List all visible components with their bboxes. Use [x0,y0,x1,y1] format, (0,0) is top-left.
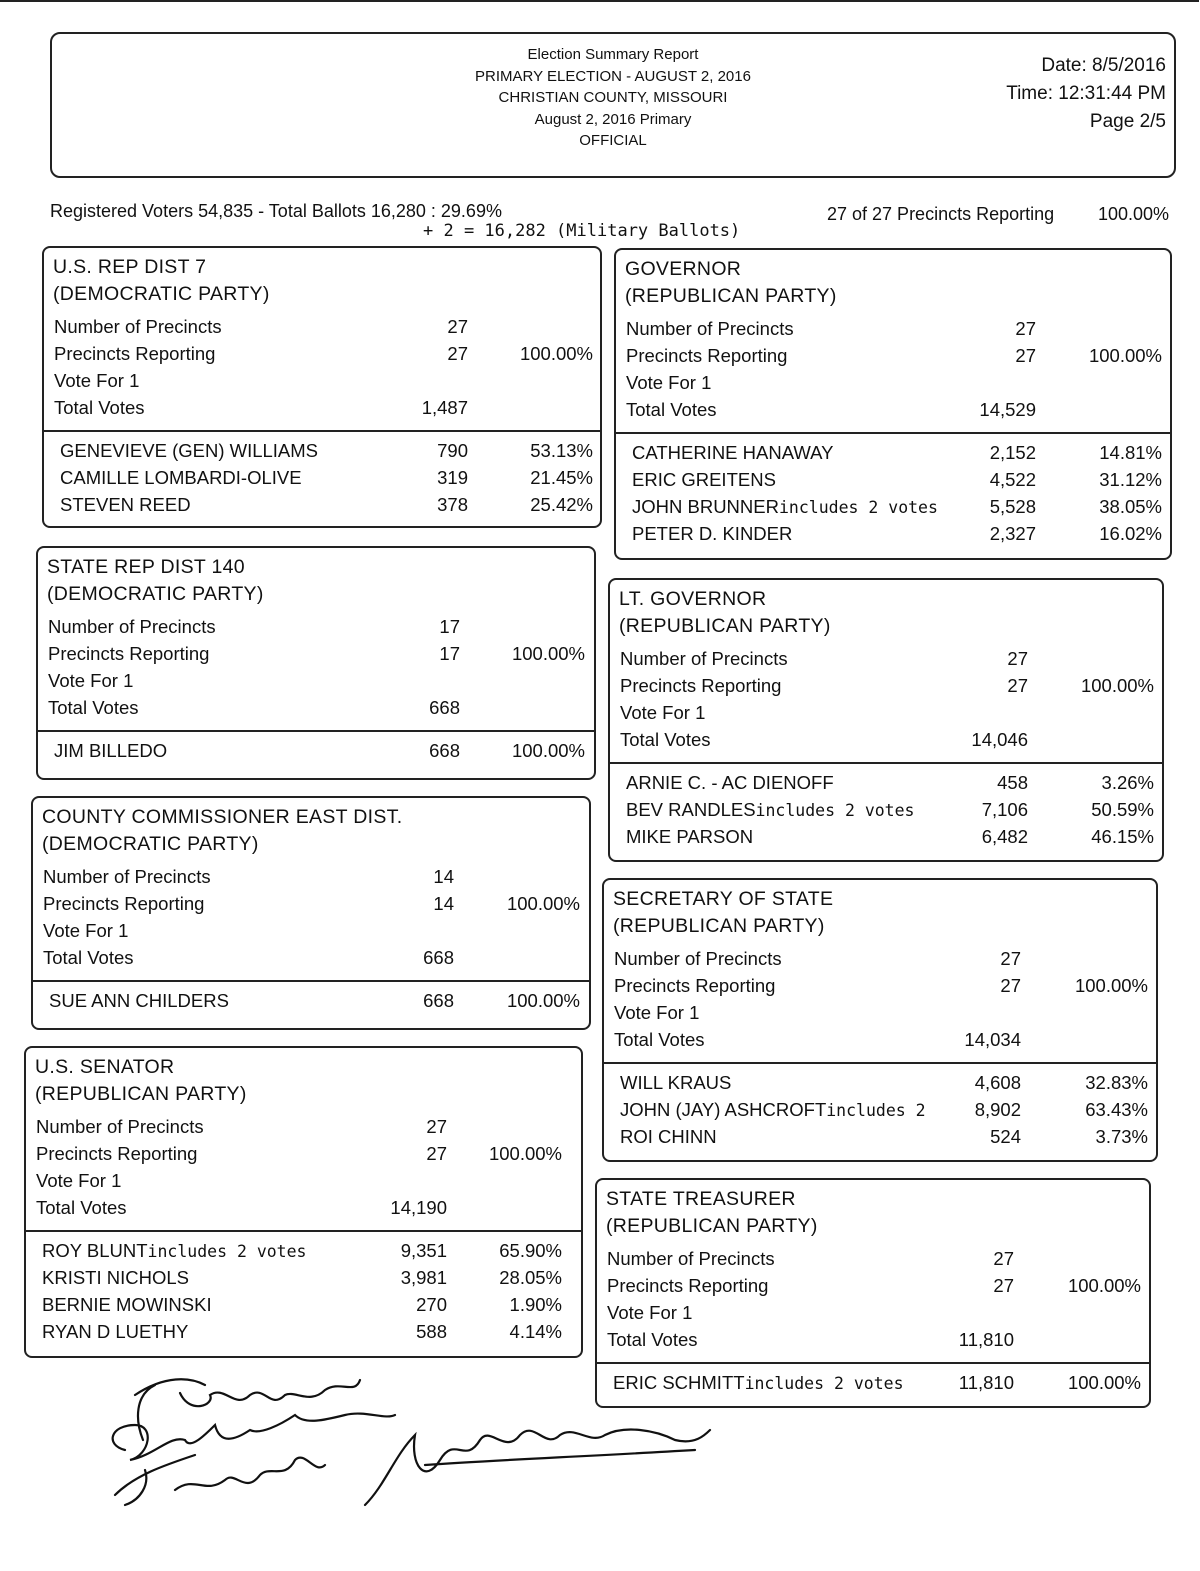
row-label: Total Votes [620,729,711,750]
race-box [608,578,1164,862]
row-percent: 100.00% [1080,675,1154,696]
row-label: Precincts Reporting [43,893,205,914]
candidate-name: WILL KRAUS [620,1072,732,1093]
race-office: COUNTY COMMISSIONER EAST DIST. [42,806,403,828]
race-title [606,1186,818,1240]
candidate-label [632,469,776,491]
number-of-precincts-row [33,866,589,893]
race-office: U.S. SENATOR [35,1056,175,1078]
row-count: 17 [439,643,460,664]
results-divider [26,1230,581,1232]
row-count: 27 [993,1248,1014,1269]
candidate-votes: 458 [997,772,1028,793]
candidate-votes: 2,327 [989,523,1036,544]
precincts-reporting-row [597,1275,1149,1302]
candidate-label [60,440,318,462]
candidate-label [626,799,915,821]
candidate-name: RYAN D LUETHY [42,1321,189,1342]
row-label: Total Votes [607,1329,698,1350]
results-divider [604,1062,1156,1064]
candidate-percent: 28.05% [499,1267,562,1288]
total-votes-row [616,399,1170,426]
number-of-precincts-row [610,648,1162,675]
candidate-row [616,469,1170,496]
race-title [47,554,264,608]
row-count: 14 [433,893,454,914]
race-box [36,546,596,780]
row-count: 14,034 [964,1029,1021,1050]
candidate-label [620,1072,731,1094]
candidate-votes: 9,351 [400,1240,447,1261]
candidate-row [44,494,600,521]
vote-for-row [33,920,589,947]
registered-voters-summary: Registered Voters 54,835 - Total Ballots 16,280 : 29.69% [50,201,502,221]
precincts-reporting-row [616,345,1170,372]
vote-for-row [610,702,1162,729]
candidate-votes: 2,152 [989,442,1036,463]
signatures-image [95,1365,715,1515]
candidate-row [616,442,1170,469]
row-label: Vote For 1 [626,372,712,393]
row-percent: 100.00% [1067,1275,1141,1296]
number-of-precincts-row [26,1116,581,1143]
race-box [24,1046,583,1358]
candidate-row [38,740,594,767]
race-box [42,246,602,528]
candidate-row [26,1240,581,1267]
candidate-label [632,496,938,518]
candidate-percent: 53.13% [530,440,593,461]
row-label: Number of Precincts [43,866,211,887]
candidate-name: SUE ANN CHILDERS [49,990,229,1011]
number-of-precincts-row [44,316,600,343]
row-count: 27 [1015,318,1036,339]
candidate-label [632,442,833,464]
report-meta [1006,52,1166,136]
precincts-reporting-row [604,975,1156,1002]
candidate-row [610,772,1162,799]
race-office: U.S. REP DIST 7 [53,256,207,278]
total-votes-row [604,1029,1156,1056]
page-number: Page 2/5 [1089,111,1166,132]
candidate-votes: 524 [990,1126,1021,1147]
results-divider [597,1362,1149,1364]
vote-for-row [597,1302,1149,1329]
row-label: Precincts Reporting [48,643,210,664]
candidate-label [60,494,191,516]
total-votes-row [38,697,594,724]
row-count: 27 [993,1275,1014,1296]
candidate-votes: 5,528 [989,496,1036,517]
row-label: Total Votes [43,947,134,968]
write-in-note: includes 2 [826,1101,926,1120]
row-count: 27 [426,1116,447,1137]
candidate-votes: 668 [429,740,460,761]
candidate-percent: 32.83% [1085,1072,1148,1093]
precincts-reporting-percent: 100.00% [1098,204,1170,224]
candidate-row [26,1294,581,1321]
candidate-name: MIKE PARSON [626,826,754,847]
race-office: LT. GOVERNOR [619,588,767,610]
row-label: Vote For 1 [36,1170,122,1191]
race-title [42,804,402,858]
race-title [35,1054,247,1108]
number-of-precincts-row [604,948,1156,975]
candidate-votes: 378 [437,494,468,515]
race-title [619,586,831,640]
vote-for-row [604,1002,1156,1029]
candidate-label [60,467,302,489]
vote-for-row [26,1170,581,1197]
row-count: 27 [1000,948,1021,969]
row-label: Number of Precincts [36,1116,204,1137]
row-label: Vote For 1 [620,702,706,723]
row-label: Number of Precincts [614,948,782,969]
row-percent: 100.00% [519,343,593,364]
candidate-name: ERIC GREITENS [632,469,776,490]
candidate-label [620,1099,926,1121]
candidate-votes: 7,106 [981,799,1028,820]
row-count: 27 [1000,975,1021,996]
candidate-row [604,1099,1156,1126]
row-label: Vote For 1 [614,1002,700,1023]
candidate-percent: 3.73% [1095,1126,1148,1147]
candidate-percent: 38.05% [1099,496,1162,517]
race-party: (REPUBLICAN PARTY) [613,915,825,937]
row-label: Number of Precincts [620,648,788,669]
vote-for-row [44,370,600,397]
race-title [53,254,270,308]
race-party: (REPUBLICAN PARTY) [606,1215,818,1237]
race-box [31,796,591,1030]
row-label: Vote For 1 [607,1302,693,1323]
precincts-reporting-row [44,343,600,370]
row-label: Precincts Reporting [626,345,788,366]
row-count: 14,046 [971,729,1028,750]
candidate-percent: 3.26% [1101,772,1154,793]
row-label: Total Votes [48,697,139,718]
election-name: PRIMARY ELECTION - AUGUST 2, 2016 [475,67,751,85]
race-party: (DEMOCRATIC PARTY) [42,833,259,855]
row-count: 27 [1007,648,1028,669]
precincts-reporting-summary: 27 of 27 Precincts Reporting [827,204,1055,224]
candidate-row [616,496,1170,523]
candidate-name: KRISTI NICHOLS [42,1267,189,1288]
candidate-name: ROI CHINN [620,1126,717,1147]
row-label: Vote For 1 [43,920,129,941]
number-of-precincts-row [616,318,1170,345]
candidate-percent: 100.00% [506,990,580,1011]
row-count: 17 [439,616,460,637]
candidate-percent: 25.42% [530,494,593,515]
candidate-name: ROY BLUNT [42,1240,148,1261]
candidate-row [44,440,600,467]
row-count: 668 [423,947,454,968]
precincts-reporting-row [33,893,589,920]
row-label: Number of Precincts [48,616,216,637]
candidate-percent: 14.81% [1099,442,1162,463]
candidate-percent: 4.14% [509,1321,562,1342]
precincts-reporting-row [26,1143,581,1170]
row-percent: 100.00% [1088,345,1162,366]
report-header [50,32,1176,178]
row-count: 27 [447,316,468,337]
write-in-note: includes 2 votes [778,498,938,517]
row-count: 27 [447,343,468,364]
candidate-name: CATHERINE HANAWAY [632,442,834,463]
total-votes-row [610,729,1162,756]
row-count: 14 [433,866,454,887]
official-label: OFFICIAL [579,132,647,149]
row-label: Total Votes [626,399,717,420]
results-divider [610,762,1162,764]
row-label: Total Votes [54,397,145,418]
candidate-label [626,826,753,848]
candidate-row [33,990,589,1017]
candidate-votes: 270 [416,1294,447,1315]
row-label: Precincts Reporting [54,343,216,364]
total-votes-row [597,1329,1149,1356]
candidate-percent: 63.43% [1085,1099,1148,1120]
write-in-note: includes 2 votes [147,1242,307,1261]
candidate-label [42,1321,188,1343]
candidate-name: JOHN BRUNNER [632,496,779,517]
race-box [614,248,1172,560]
candidate-row [26,1267,581,1294]
candidate-label [54,740,167,762]
candidate-label [49,990,229,1012]
row-count: 27 [1015,345,1036,366]
row-count: 14,529 [979,399,1036,420]
candidate-label [42,1240,307,1262]
number-of-precincts-row [38,616,594,643]
results-divider [38,730,594,732]
candidate-name: JIM BILLEDO [54,740,168,761]
row-percent: 100.00% [511,643,585,664]
row-label: Number of Precincts [607,1248,775,1269]
report-time: Time: 12:31:44 PM [1006,83,1166,104]
row-percent: 100.00% [1074,975,1148,996]
results-divider [33,980,589,982]
candidate-label [42,1294,212,1316]
candidate-label [632,523,792,545]
row-count: 11,810 [958,1329,1014,1350]
race-party: (DEMOCRATIC PARTY) [47,583,264,605]
candidate-votes: 4,608 [974,1072,1021,1093]
candidate-label [626,772,834,794]
candidate-percent: 31.12% [1099,469,1162,490]
row-label: Number of Precincts [626,318,794,339]
candidate-percent: 100.00% [1067,1372,1141,1393]
row-label: Vote For 1 [48,670,134,691]
row-label: Precincts Reporting [607,1275,769,1296]
candidate-percent: 46.15% [1091,826,1154,847]
candidate-votes: 6,482 [981,826,1028,847]
candidate-row [610,799,1162,826]
candidate-percent: 21.45% [530,467,593,488]
total-votes-row [26,1197,581,1224]
race-title [625,256,837,310]
candidate-name: GENEVIEVE (GEN) WILLIAMS [60,440,319,461]
candidate-name: BERNIE MOWINSKI [42,1294,212,1315]
write-in-note: includes 2 votes [755,801,915,820]
candidate-percent: 100.00% [511,740,585,761]
race-party: (REPUBLICAN PARTY) [625,285,837,307]
candidate-name: PETER D. KINDER [632,523,793,544]
vote-for-row [38,670,594,697]
candidate-votes: 3,981 [400,1267,447,1288]
row-count: 14,190 [390,1197,447,1218]
candidate-votes: 4,522 [989,469,1036,490]
candidate-name: ARNIE C. - AC DIENOFF [626,772,834,793]
row-label: Precincts Reporting [620,675,782,696]
report-date: Date: 8/5/2016 [1041,55,1166,76]
race-office: SECRETARY OF STATE [613,888,834,910]
election-date: August 2, 2016 Primary [534,110,692,128]
results-divider [616,432,1170,434]
military-ballots-note: + 2 = 16,282 (Military Ballots) [423,221,741,241]
candidate-percent: 50.59% [1091,799,1154,820]
row-count: 668 [429,697,460,718]
candidate-votes: 8,902 [974,1099,1021,1120]
report-title: Election Summary Report [527,46,699,63]
total-votes-row [44,397,600,424]
row-count: 27 [426,1143,447,1164]
row-label: Total Votes [36,1197,127,1218]
candidate-name: JOHN (JAY) ASHCROFT [620,1099,827,1120]
total-votes-row [33,947,589,974]
race-title [613,886,833,940]
candidate-name: STEVEN REED [60,494,191,515]
row-count: 27 [1007,675,1028,696]
candidate-percent: 65.90% [499,1240,562,1261]
vote-for-row [616,372,1170,399]
race-box [602,878,1158,1162]
candidate-percent: 16.02% [1099,523,1162,544]
candidate-name: ERIC SCHMITT [613,1372,745,1393]
candidate-percent: 1.90% [509,1294,562,1315]
race-party: (REPUBLICAN PARTY) [619,615,831,637]
row-label: Precincts Reporting [36,1143,198,1164]
candidate-votes: 319 [437,467,468,488]
number-of-precincts-row [597,1248,1149,1275]
candidate-label [620,1126,717,1148]
race-party: (REPUBLICAN PARTY) [35,1083,247,1105]
race-office: STATE REP DIST 140 [47,556,245,578]
row-label: Number of Precincts [54,316,222,337]
row-label: Vote For 1 [54,370,140,391]
candidate-row [604,1126,1156,1153]
race-office: GOVERNOR [625,258,742,280]
results-divider [44,430,600,432]
candidate-votes: 790 [437,440,468,461]
candidate-row [604,1072,1156,1099]
candidate-votes: 588 [416,1321,447,1342]
candidate-votes: 11,810 [958,1372,1014,1393]
row-label: Precincts Reporting [614,975,776,996]
write-in-note: includes 2 votes [744,1374,904,1393]
row-count: 1,487 [421,397,468,418]
row-label: Total Votes [614,1029,705,1050]
candidate-name: CAMILLE LOMBARDI-OLIVE [60,467,302,488]
county-name: CHRISTIAN COUNTY, MISSOURI [498,89,728,106]
precincts-reporting-row [38,643,594,670]
precincts-reporting-row [610,675,1162,702]
candidate-name: BEV RANDLES [626,799,756,820]
row-percent: 100.00% [488,1143,562,1164]
candidate-row [610,826,1162,853]
candidate-votes: 668 [423,990,454,1011]
candidate-row [616,523,1170,550]
race-party: (DEMOCRATIC PARTY) [53,283,270,305]
candidate-row [26,1321,581,1348]
candidate-label [42,1267,189,1289]
row-percent: 100.00% [506,893,580,914]
candidate-row [44,467,600,494]
page-top-edge [0,0,1199,5]
race-office: STATE TREASURER [606,1188,796,1210]
